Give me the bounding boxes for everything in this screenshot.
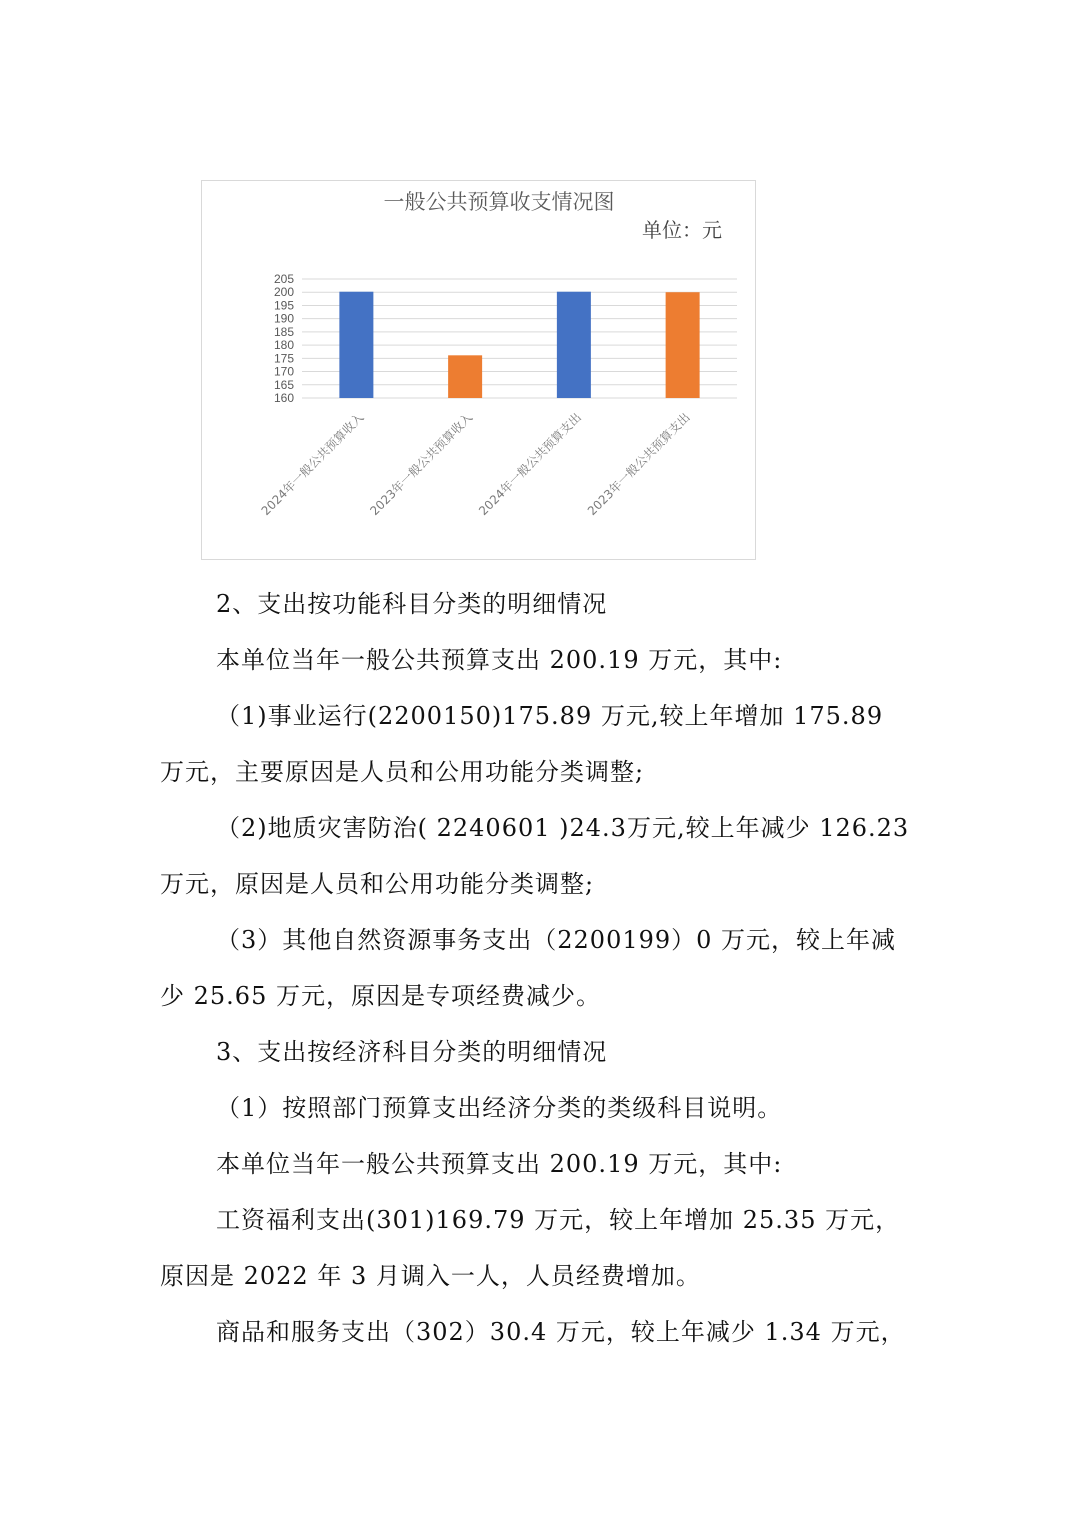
bar <box>557 292 591 398</box>
chart-title: 一般公共预算收支情况图 <box>383 190 615 214</box>
y-tick-label: 205 <box>273 272 294 286</box>
y-tick-label: 185 <box>273 324 294 339</box>
goods-line-1: 商品和服务支出（302）30.4 万元，较上年减少 1.34 万元， <box>216 1318 906 1346</box>
section-3-intro: 本单位当年一般公共预算支出 200.19 万元，其中: <box>216 1150 783 1178</box>
x-category-label: 2023年一般公共预算支出 <box>584 410 693 519</box>
chart-canvas <box>202 181 755 559</box>
x-category-label: 2023年一般公共预算收入 <box>367 410 476 519</box>
y-tick-label: 160 <box>273 391 294 405</box>
section-3-heading: 3、支出按经济科目分类的明细情况 <box>216 1038 608 1066</box>
section-3-subheading: （1）按照部门预算支出经济分类的类级科目说明。 <box>216 1094 783 1122</box>
item-2-line-2: 万元，原因是人员和公用功能分类调整; <box>160 870 595 898</box>
budget-bar-chart <box>201 180 756 560</box>
y-tick-label: 175 <box>273 351 294 366</box>
y-tick-label: 170 <box>273 364 294 379</box>
x-category-label: 2024年一般公共预算收入 <box>258 410 367 519</box>
item-3-line-1: （3）其他自然资源事务支出（2200199）0 万元，较上年减 <box>216 926 897 954</box>
y-tick-label: 180 <box>273 338 294 353</box>
y-tick-label: 200 <box>273 285 294 300</box>
bar <box>666 292 700 398</box>
chart-y-axis <box>274 272 294 405</box>
item-3-line-2: 少 25.65 万元，原因是专项经费减少。 <box>160 982 601 1010</box>
wage-line-1: 工资福利支出(301)169.79 万元，较上年增加 25.35 万元， <box>216 1206 901 1234</box>
y-tick-label: 165 <box>273 377 294 392</box>
item-2-line-1: （2)地质灾害防治( 2240601 )24.3万元,较上年减少 126.23 <box>216 814 910 842</box>
item-1-line-1: （1)事业运行(2200150)175.89 万元,较上年增加 175.89 <box>216 702 884 730</box>
y-tick-label: 190 <box>273 311 294 326</box>
item-1-line-2: 万元，主要原因是人员和公用功能分类调整; <box>160 758 645 786</box>
bar <box>448 355 482 398</box>
section-2-heading: 2、支出按功能科目分类的明细情况 <box>216 590 608 618</box>
x-category-label: 2024年一般公共预算支出 <box>476 410 584 519</box>
chart-x-axis <box>258 410 693 519</box>
wage-line-2: 原因是 2022 年 3 月调入一人，人员经费增加。 <box>160 1262 701 1290</box>
chart-unit: 单位：元 <box>642 218 722 242</box>
y-tick-label: 195 <box>273 298 294 313</box>
bar <box>339 292 373 398</box>
section-2-intro: 本单位当年一般公共预算支出 200.19 万元，其中: <box>216 646 783 674</box>
